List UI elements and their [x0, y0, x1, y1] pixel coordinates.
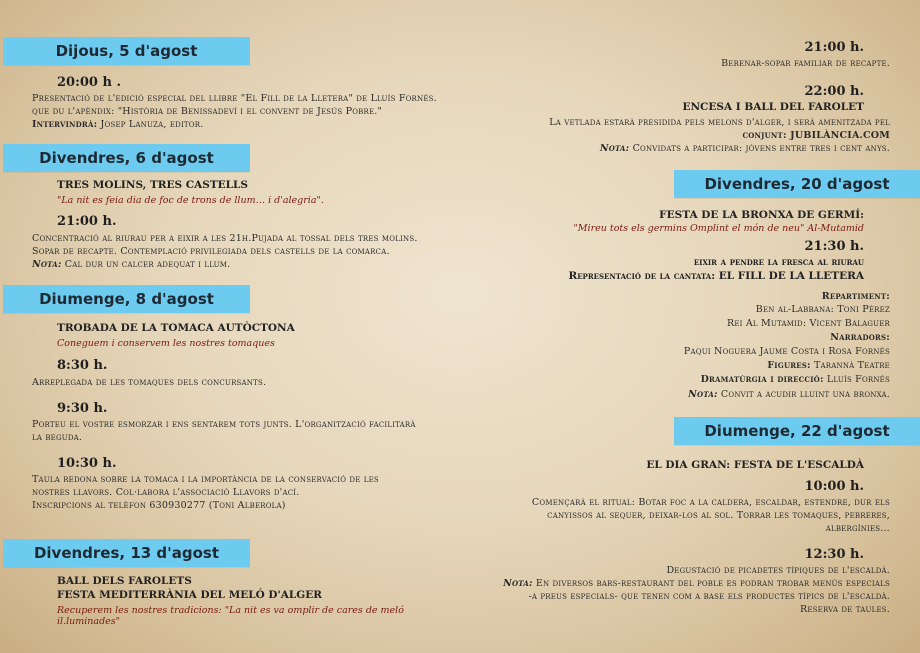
time-21-00: 21:00 h.	[804, 40, 864, 55]
time-21-00: 21:00 h.	[57, 214, 117, 229]
text-line: Nota: En diversos bars-restaurant del poble es podran trobar menús especials	[503, 578, 890, 589]
cast-line: Paqui Noguera Jaume Costa i Rosa Fornés	[683, 346, 890, 357]
text-line: Nota: Convit a acudir lluint una bronxa.	[688, 389, 890, 400]
text-line: nostres llavors. Col·labora l'associació Llavors d'ací.	[32, 487, 300, 498]
day-band-20-august: Divendres, 20 d'agost	[674, 170, 920, 198]
text-line: Berenar-sopar familiar de recapte.	[721, 58, 890, 69]
text-line: Nota: Cal dur un calcer adequat i llum.	[32, 259, 231, 270]
text-line: Degustació de picadetes típiques de l'escaldà.	[666, 565, 890, 576]
text-line: Presentació de l'edició especial del llibre "El Fill de la Lletera" de Lluís Fornés.	[32, 93, 437, 104]
time-10-00: 10:00 h.	[804, 479, 864, 494]
right-column	[460, 0, 920, 653]
text-line: Sopar de recapte. Contemplació privilegiada dels castells de la comarca.	[32, 246, 390, 257]
event-quote: Recuperem les nostres tradicions: "La nit es va omplir de cares de meló il.luminades"	[57, 605, 404, 627]
event-quote: "La nit es feia dia de foc de trons de llum… i d'alegria".	[57, 195, 324, 206]
time-10-30: 10:30 h.	[57, 456, 117, 471]
event-heading: ENCESA I BALL DEL FAROLET	[682, 101, 864, 113]
text-line: Intervindrà: Josep Lanuza, editor.	[32, 119, 204, 130]
event-heading: BALL DELS FAROLETS	[57, 575, 192, 587]
time-22-00: 22:00 h.	[804, 84, 864, 99]
text-line: Arreplegada de les tomaques dels concursants.	[32, 377, 267, 388]
day-band-13-august: Divendres, 13 d'agost	[3, 539, 250, 567]
day-band-5-august: Dijous, 5 d'agost	[3, 37, 250, 65]
text-line: Nota: Convidats a participar: jóvens entre tres i cent anys.	[599, 143, 890, 154]
cast-line: Dramatúrgia i direcció: Lluís Fornés	[700, 374, 890, 385]
event-heading: FESTA MEDITERRÀNIA DEL MELÓ D'ALGER	[57, 589, 322, 601]
event-subheading: Representació de la cantata: EL FILL DE LA LLETERA	[568, 270, 864, 282]
text-line: Porteu el vostre esmorzar i ens sentarem tots junts. L'organització facilitarà	[32, 419, 416, 430]
time-21-30: 21:30 h.	[804, 239, 864, 254]
text-line: la beguda.	[32, 432, 83, 443]
text-line: conjunt: JUBILÀNCIA.COM	[742, 130, 890, 141]
event-quote: Coneguem i conservem les nostres tomaques	[57, 338, 275, 349]
text-line: canyissos al sequer, deixar-los al sol. Torrar les tomaques, pebreres,	[547, 510, 890, 521]
time-20-00: 20:00 h .	[57, 75, 122, 90]
day-band-22-august: Diumenge, 22 d'agost	[674, 417, 920, 445]
cast-label: Repartiment:	[821, 291, 890, 302]
text-line: Reserva de taules.	[799, 604, 890, 615]
text-line: que du l'apèndix: "Història de Benissadeví i el convent de Jesús Pobre."	[32, 106, 383, 117]
cast-line: Figures: Tarannà Teatre	[767, 360, 890, 371]
text-line: Començarà el ritual: Botar foc a la caldera, escaldar, estendre, dur els	[531, 497, 890, 508]
cast-line: Rei Al Mutamid: Vicent Balaguer	[726, 318, 890, 329]
time-9-30: 9:30 h.	[57, 401, 108, 416]
cast-line: Ben al-Labbana: Toni Pérez	[755, 304, 890, 315]
text-line: La vetlada estarà presidida pels melons d'alger, i serà amenitzada pel	[549, 117, 890, 128]
day-band-6-august: Divendres, 6 d'agost	[3, 144, 250, 172]
text-line: Taula redona sobre la tomaca i la importància de la conservació de les	[32, 474, 379, 485]
event-quote: "Mireu tots els germins Omplint el món de neu" Al-Mutamid	[573, 223, 864, 234]
cast-label: Narradors:	[830, 332, 890, 343]
event-heading: TRES MOLINS, TRES CASTELLS	[57, 179, 248, 191]
event-heading: EL DIA GRAN: FESTA DE L'ESCALDÀ	[646, 459, 864, 471]
text-line: Concentració al riurau per a eixir a les 21h.Pujada al tossal dels tres molins.	[32, 233, 418, 244]
text-line: -a preus especials- que tenen com a base els productes típics de l'escaldà.	[528, 591, 890, 602]
time-12-30: 12:30 h.	[804, 547, 864, 562]
text-line: albergínies…	[825, 523, 890, 534]
day-band-8-august: Diumenge, 8 d'agost	[3, 285, 250, 313]
time-8-30: 8:30 h.	[57, 358, 108, 373]
event-subheading: eixir a pendre la fresca al riurau	[693, 256, 864, 268]
event-heading: FESTA DE LA BRONXA DE GERMÍ:	[659, 209, 864, 221]
text-line: Inscripcions al telèfon 630930277 (Toni Alberola)	[32, 500, 286, 511]
event-heading: TROBADA DE LA TOMACA AUTÒCTONA	[57, 322, 295, 334]
